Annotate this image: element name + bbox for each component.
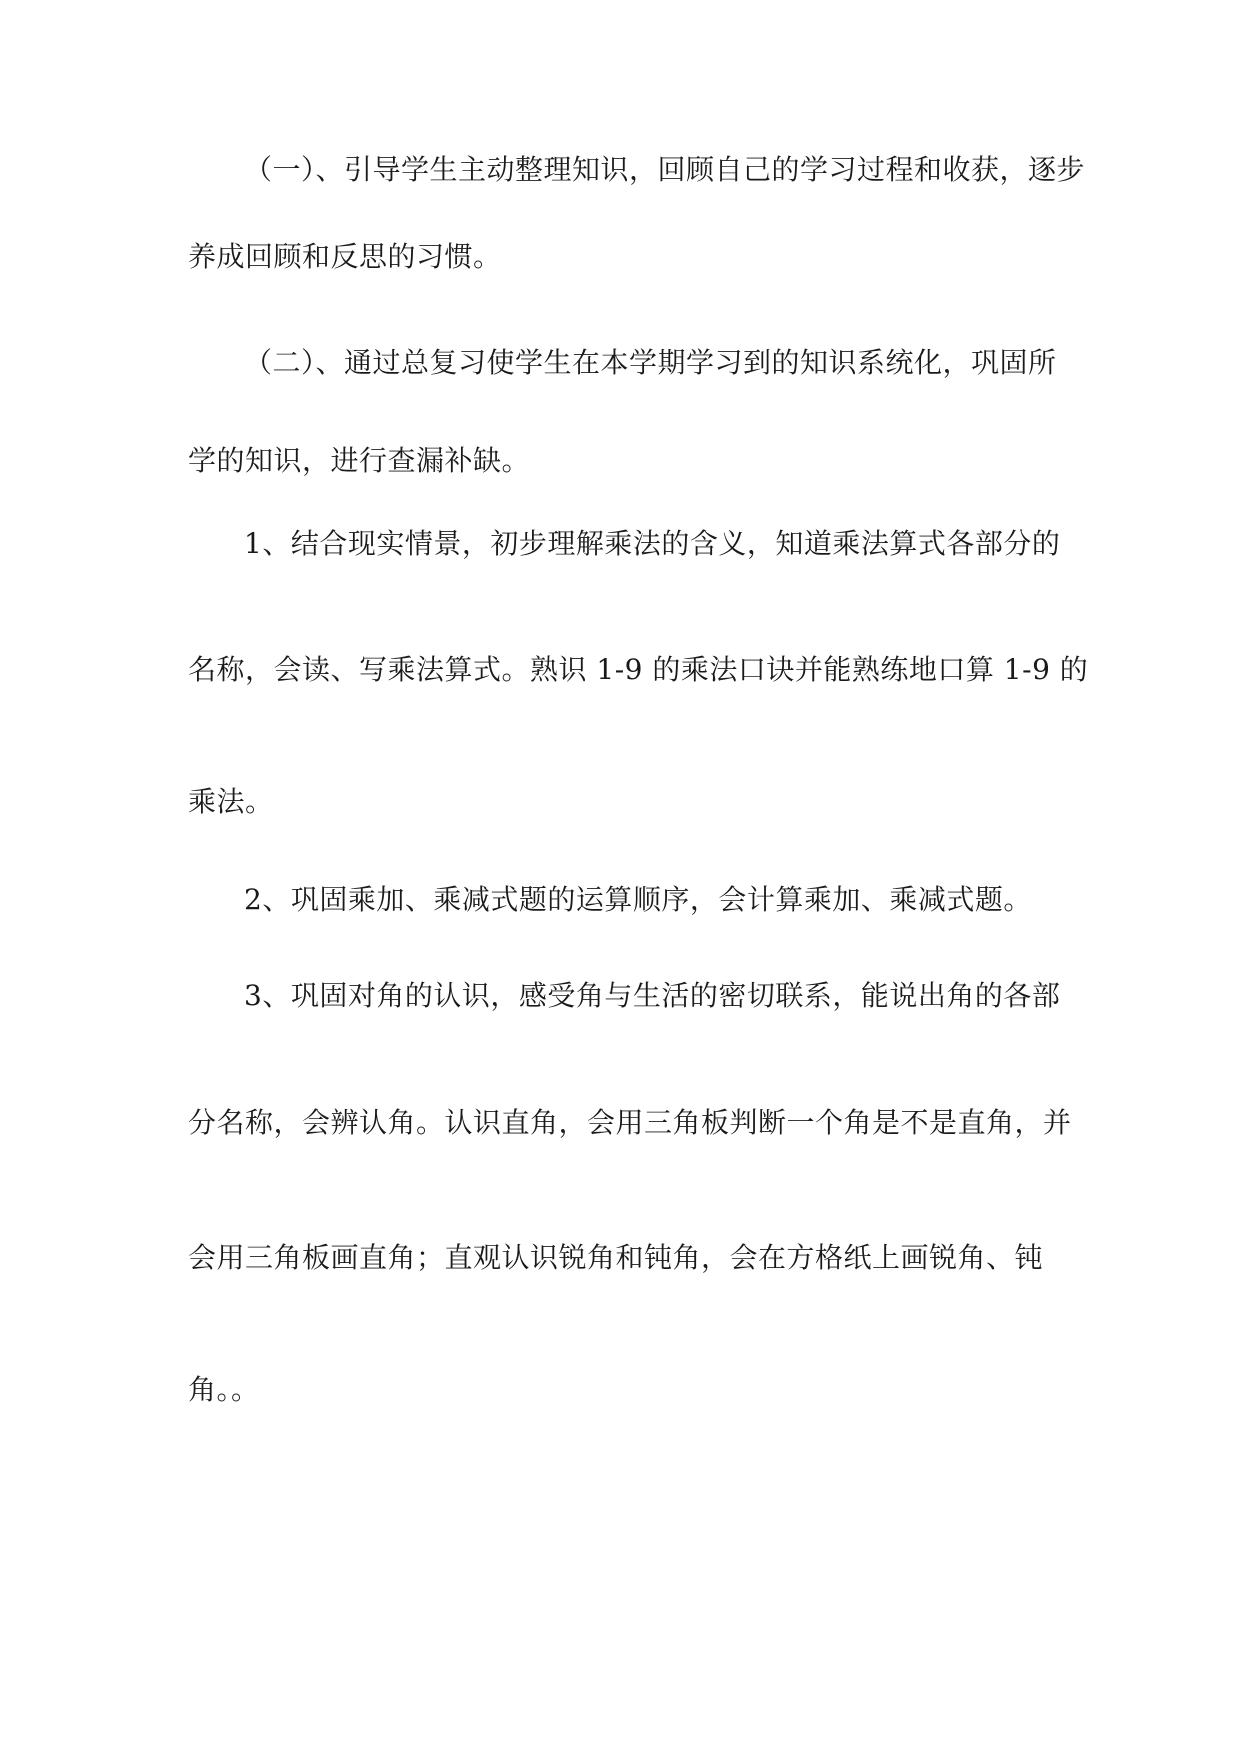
paragraph-2-line-1: （二）、通过总复习使学生在本学期学习到的知识系统化，巩固所 bbox=[244, 346, 1057, 379]
item-3-line-3: 会用三角板画直角；直观认识锐角和钝角，会在方格纸上画锐角、钝 bbox=[188, 1241, 1044, 1274]
item-2-line-1: 2、巩固乘加、乘减式题的运算顺序，会计算乘加、乘减式题。 bbox=[244, 883, 1032, 916]
item-3-line-4: 角。。 bbox=[188, 1373, 260, 1406]
item-1-line-1: 1、结合现实情景，初步理解乘法的含义，知道乘法算式各部分的 bbox=[244, 527, 1061, 560]
item-1-line-3: 乘法。 bbox=[188, 785, 274, 818]
paragraph-2-line-2: 学的知识，进行查漏补缺。 bbox=[188, 444, 531, 477]
paragraph-1-line-1: （一）、引导学生主动整理知识，回顾自己的学习过程和收获，逐步 bbox=[244, 153, 1086, 186]
item-3-line-1: 3、巩固对角的认识，感受角与生活的密切联系，能说出角的各部 bbox=[244, 979, 1061, 1012]
paragraph-1-line-2: 养成回顾和反思的习惯。 bbox=[188, 240, 502, 273]
item-3-line-2: 分名称，会辨认角。认识直角，会用三角板判断一个角是不是直角，并 bbox=[188, 1106, 1072, 1139]
item-1-line-2: 名称，会读、写乘法算式。熟识 1-9 的乘法口诀并能熟练地口算 1-9 的 bbox=[188, 653, 1089, 686]
